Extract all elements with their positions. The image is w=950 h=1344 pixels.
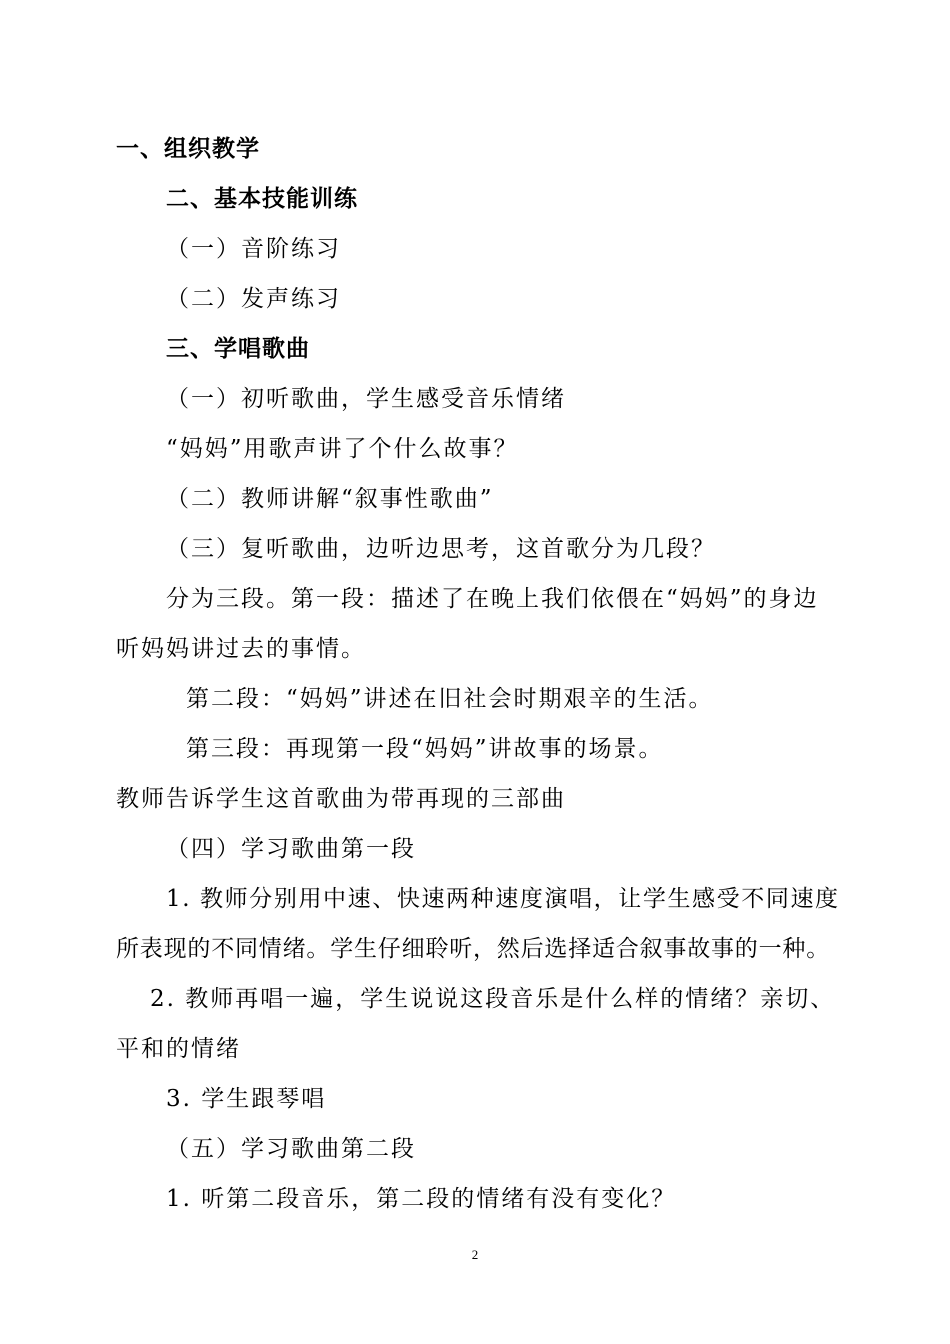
paragraph-line: 第二段：“妈妈”讲述在旧社会时期艰辛的生活。 xyxy=(186,686,714,712)
paragraph-line: 听妈妈讲过去的事情。 xyxy=(116,636,366,662)
paragraph-line: “妈妈”用歌声讲了个什么故事？ xyxy=(166,436,519,462)
subheading-learn-part-two: （五）学习歌曲第二段 xyxy=(166,1136,416,1162)
paragraph-line: （二）教师讲解“叙事性歌曲” xyxy=(166,486,494,512)
paragraph-line: 所表现的不同情绪。学生仔细聆听，然后选择适合叙事故事的一种。 xyxy=(116,936,830,962)
paragraph-line: 平和的情绪 xyxy=(116,1036,241,1062)
section-heading-1: 一、组织教学 xyxy=(116,136,260,162)
paragraph-line: 2. 教师再唱一遍，学生说说这段音乐是什么样的情绪？亲切、 xyxy=(150,986,836,1012)
subheading-vocal-practice: （二）发声练习 xyxy=(166,286,341,312)
page-number: 2 xyxy=(471,1247,479,1262)
paragraph-line: 1. 教师分别用中速、快速两种速度演唱，让学生感受不同速度 xyxy=(166,886,840,912)
subheading-scale-practice: （一）音阶练习 xyxy=(166,236,341,262)
paragraph-line: （一）初听歌曲，学生感受音乐情绪 xyxy=(166,386,566,412)
section-heading-3: 三、学唱歌曲 xyxy=(166,336,310,362)
paragraph-line: 分为三段。第一段：描述了在晚上我们依偎在“妈妈”的身边 xyxy=(166,586,819,612)
paragraph-line: 1. 听第二段音乐，第二段的情绪有没有变化？ xyxy=(166,1186,677,1212)
subheading-learn-part-one: （四）学习歌曲第一段 xyxy=(166,836,416,862)
paragraph-line: 第三段：再现第一段“妈妈”讲故事的场景。 xyxy=(186,736,664,762)
section-heading-2: 二、基本技能训练 xyxy=(166,186,358,212)
paragraph-line: （三）复听歌曲，边听边思考，这首歌分为几段？ xyxy=(166,536,716,562)
paragraph-line: 3. 学生跟琴唱 xyxy=(166,1086,327,1112)
paragraph-line: 教师告诉学生这首歌曲为带再现的三部曲 xyxy=(116,786,566,812)
